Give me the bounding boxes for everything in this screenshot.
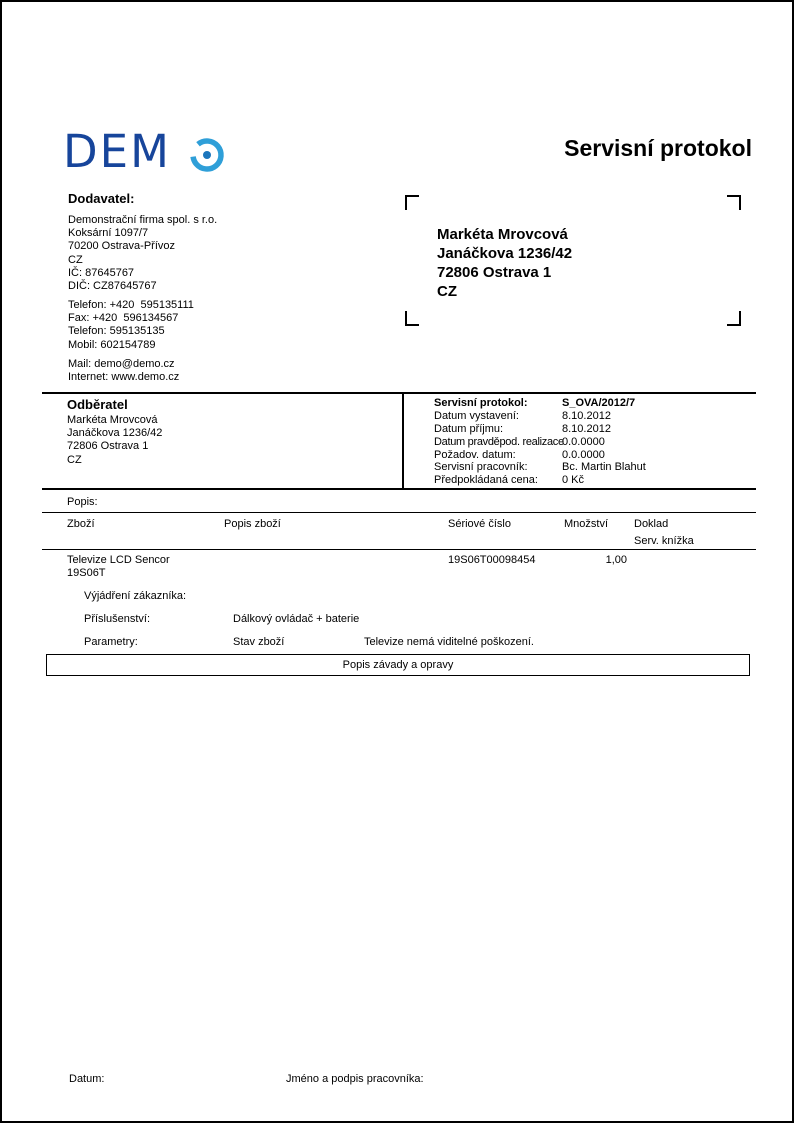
- supplier-phones: [68, 299, 194, 352]
- field-value: 0.0.0000: [562, 435, 605, 448]
- repair-box-title: Popis závady a opravy: [342, 659, 454, 671]
- customer-statement-label: Výjádření zákazníka:: [84, 590, 187, 602]
- footer-date-label: Datum:: [69, 1073, 105, 1085]
- protocol-field-row: [434, 449, 754, 462]
- recipient-line: CZ: [437, 283, 457, 300]
- protocol-header-row: [434, 397, 754, 410]
- customer-address: [67, 414, 162, 467]
- protocol-field-row: [434, 436, 754, 449]
- logo-ring-icon: [185, 133, 229, 177]
- item-name-line: Televize LCD Sencor: [67, 554, 170, 566]
- item-quantity: 1,00: [605, 554, 627, 566]
- recipient-line: Markéta Mrovcová: [437, 226, 568, 243]
- supplier-phone-line: Telefon: +420 595135111: [68, 299, 194, 311]
- supplier-line: CZ: [68, 253, 83, 266]
- panel-divider-line: [402, 392, 404, 490]
- accessories-label: Příslušenství:: [84, 613, 151, 625]
- protocol-field-row: [434, 410, 754, 423]
- field-value: 8.10.2012: [562, 422, 611, 435]
- supplier-line: 70200 Ostrava-Přívoz: [68, 240, 175, 253]
- separator-line: [42, 392, 756, 394]
- customer-line: Janáčkova 1236/42: [67, 427, 163, 440]
- repair-description-box: [46, 654, 750, 676]
- crop-mark-bottom-right-icon: [727, 311, 741, 326]
- separator-line: [42, 549, 756, 550]
- protocol-panel: [434, 397, 754, 487]
- supplier-web-line: Internet: www.demo.cz: [68, 371, 180, 384]
- customer-heading: Odběratel: [67, 397, 128, 412]
- supplier-line: Demonstrační firma spol. s r.o.: [68, 214, 218, 226]
- column-header-quantity: Množství: [564, 518, 609, 530]
- supplier-line: IČ: 87645767: [68, 266, 135, 279]
- field-value: 8.10.2012: [562, 409, 611, 422]
- customer-line: Markéta Mrovcová: [67, 414, 158, 426]
- field-value: Bc. Martin Blahut: [562, 461, 646, 474]
- protocol-field-row: [434, 474, 754, 487]
- field-label: Datum pravděpod. realizace: [434, 435, 564, 448]
- supplier-address: [68, 214, 217, 293]
- separator-line: [42, 488, 756, 490]
- protocol-number: S_OVA/2012/7: [562, 397, 636, 409]
- parameters-label: Parametry:: [84, 636, 138, 648]
- accessories-value: Dálkový ovládač + baterie: [233, 613, 360, 625]
- supplier-line: Koksární 1097/7: [68, 227, 149, 240]
- supplier-phone-line: Mobil: 602154789: [68, 338, 156, 351]
- supplier-heading: Dodavatel:: [68, 191, 135, 206]
- column-header-serial-number: Sériové číslo: [448, 518, 511, 530]
- description-label: Popis:: [67, 496, 98, 508]
- supplier-online: [68, 358, 179, 384]
- separator-line: [42, 512, 756, 513]
- field-value: 0.0.0000: [562, 448, 605, 461]
- column-header-item-description: Popis zboží: [224, 518, 281, 530]
- column-header-service-book: Serv. knížka: [634, 535, 694, 547]
- recipient-line: 72806 Ostrava 1: [437, 264, 552, 281]
- field-label: Servisní pracovník:: [434, 461, 528, 474]
- protocol-field-row: [434, 461, 754, 474]
- parameters-value: Televize nemá viditelné poškození.: [364, 636, 534, 648]
- recipient-line: Janáčkova 1236/42: [437, 245, 573, 262]
- logo-text: DEM: [63, 125, 171, 178]
- item-name-line: 19S06T: [67, 567, 106, 580]
- parameters-name: Stav zboží: [233, 636, 285, 648]
- supplier-line: DIČ: CZ87645767: [68, 280, 157, 293]
- item-serial-number: 19S06T00098454: [448, 554, 536, 566]
- field-label: Požadov. datum:: [434, 448, 516, 461]
- customer-line: 72806 Ostrava 1: [67, 440, 149, 453]
- field-label: Předpokládaná cena:: [434, 474, 538, 487]
- field-label: Datum příjmu:: [434, 422, 504, 435]
- footer-signature-label: Jméno a podpis pracovníka:: [286, 1073, 424, 1085]
- crop-mark-top-right-icon: [727, 195, 741, 210]
- crop-mark-top-left-icon: [405, 195, 419, 210]
- protocol-field-row: [434, 423, 754, 436]
- customer-line: CZ: [67, 453, 82, 466]
- field-value: 0 Kč: [562, 474, 585, 487]
- recipient-address: [437, 225, 572, 301]
- supplier-mail-line: Mail: demo@demo.cz: [68, 358, 175, 370]
- supplier-phone-line: Telefon: 595135135: [68, 325, 165, 338]
- column-header-document: Doklad: [634, 518, 669, 530]
- column-header-item: Zboží: [67, 518, 95, 530]
- page-title: Servisní protokol: [564, 135, 752, 161]
- protocol-header-label: Servisní protokol:: [434, 397, 528, 409]
- supplier-phone-line: Fax: +420 596134567: [68, 312, 179, 325]
- crop-mark-bottom-left-icon: [405, 311, 419, 326]
- field-label: Datum vystavení:: [434, 409, 519, 422]
- item-name: [67, 554, 170, 580]
